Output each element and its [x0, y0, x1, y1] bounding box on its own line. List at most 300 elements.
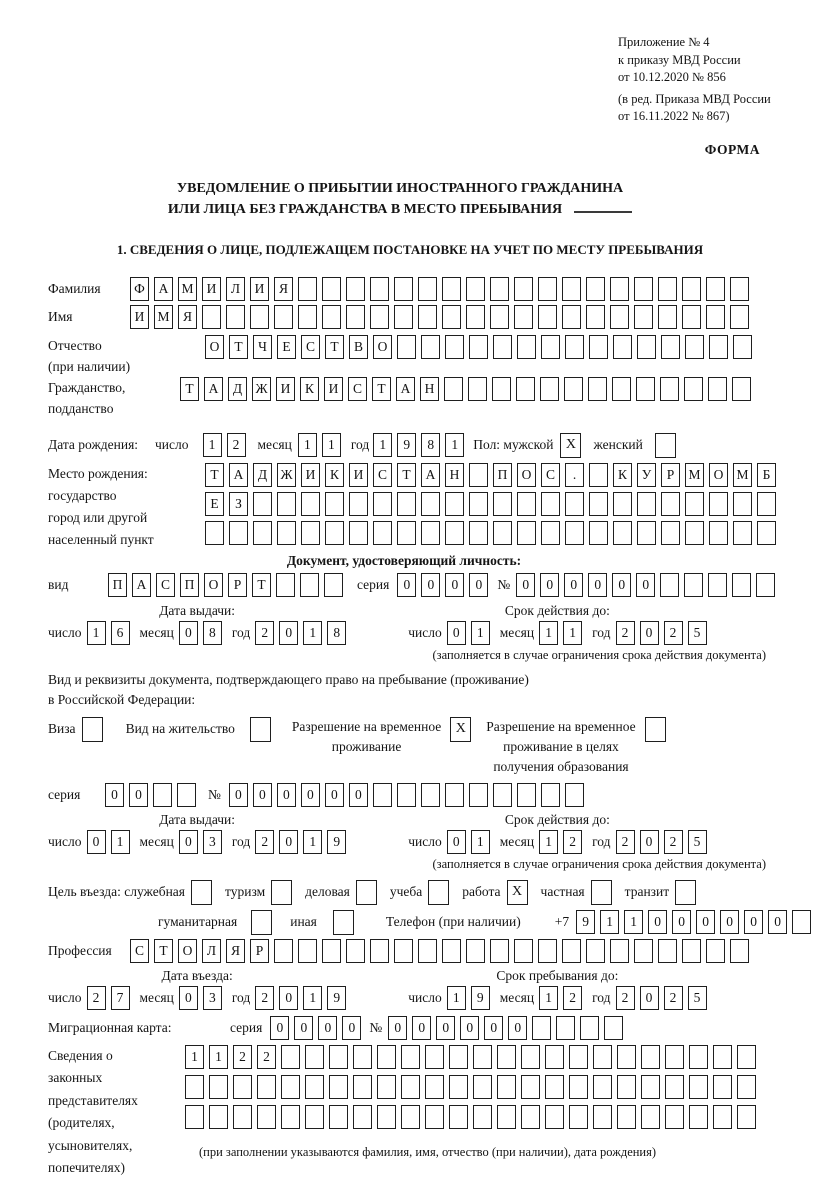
char-cell[interactable]: 0: [270, 1016, 289, 1040]
private-checkbox[interactable]: [591, 880, 612, 905]
char-cell[interactable]: 0: [325, 783, 344, 807]
char-cell[interactable]: 0: [253, 783, 272, 807]
char-cell[interactable]: [589, 335, 608, 359]
char-cell[interactable]: Е: [205, 492, 224, 516]
char-cell[interactable]: [562, 305, 581, 329]
char-cell[interactable]: [349, 492, 368, 516]
char-cell[interactable]: [610, 939, 629, 963]
char-cell[interactable]: О: [709, 463, 728, 487]
char-cell[interactable]: [708, 573, 727, 597]
char-cell[interactable]: Н: [445, 463, 464, 487]
char-cell[interactable]: 0: [447, 830, 466, 854]
char-cell[interactable]: Б: [757, 463, 776, 487]
char-cell[interactable]: [281, 1075, 300, 1099]
char-cell[interactable]: О: [373, 335, 392, 359]
char-cell[interactable]: 0: [696, 910, 715, 934]
char-cell[interactable]: [792, 910, 811, 934]
char-cell[interactable]: А: [396, 377, 415, 401]
char-cell[interactable]: 0: [318, 1016, 337, 1040]
char-cell[interactable]: [401, 1075, 420, 1099]
char-cell[interactable]: 2: [255, 986, 274, 1010]
char-cell[interactable]: 0: [516, 573, 535, 597]
char-cell[interactable]: [300, 573, 319, 597]
char-cell[interactable]: [757, 521, 776, 545]
char-cell[interactable]: [229, 521, 248, 545]
char-cell[interactable]: [658, 305, 677, 329]
char-cell[interactable]: [442, 277, 461, 301]
char-cell[interactable]: [658, 939, 677, 963]
char-cell[interactable]: 1: [471, 621, 490, 645]
char-cell[interactable]: [394, 939, 413, 963]
char-cell[interactable]: 2: [255, 830, 274, 854]
char-cell[interactable]: 2: [255, 621, 274, 645]
char-cell[interactable]: [757, 492, 776, 516]
char-cell[interactable]: [637, 521, 656, 545]
char-cell[interactable]: [521, 1075, 540, 1099]
char-cell[interactable]: [209, 1105, 228, 1129]
char-cell[interactable]: [370, 305, 389, 329]
char-cell[interactable]: [277, 492, 296, 516]
char-cell[interactable]: 2: [563, 986, 582, 1010]
char-cell[interactable]: [589, 463, 608, 487]
char-cell[interactable]: [226, 305, 245, 329]
char-cell[interactable]: А: [132, 573, 151, 597]
residence-permit-checkbox[interactable]: [250, 717, 271, 742]
char-cell[interactable]: [610, 277, 629, 301]
char-cell[interactable]: Т: [229, 335, 248, 359]
other-purpose-checkbox[interactable]: [333, 910, 354, 935]
transit-checkbox[interactable]: [675, 880, 696, 905]
char-cell[interactable]: О: [204, 573, 223, 597]
char-cell[interactable]: [517, 783, 536, 807]
char-cell[interactable]: К: [300, 377, 319, 401]
char-cell[interactable]: [449, 1075, 468, 1099]
char-cell[interactable]: [709, 492, 728, 516]
char-cell[interactable]: [713, 1075, 732, 1099]
char-cell[interactable]: [617, 1105, 636, 1129]
char-cell[interactable]: [733, 521, 752, 545]
char-cell[interactable]: 0: [301, 783, 320, 807]
char-cell[interactable]: [588, 377, 607, 401]
char-cell[interactable]: [394, 305, 413, 329]
char-cell[interactable]: 2: [664, 621, 683, 645]
char-cell[interactable]: Т: [252, 573, 271, 597]
char-cell[interactable]: 1: [539, 986, 558, 1010]
char-cell[interactable]: [490, 305, 509, 329]
char-cell[interactable]: [733, 335, 752, 359]
char-cell[interactable]: [556, 1016, 575, 1040]
char-cell[interactable]: 0: [447, 621, 466, 645]
char-cell[interactable]: Т: [154, 939, 173, 963]
char-cell[interactable]: 0: [179, 830, 198, 854]
char-cell[interactable]: 1: [447, 986, 466, 1010]
char-cell[interactable]: [445, 492, 464, 516]
char-cell[interactable]: [665, 1075, 684, 1099]
char-cell[interactable]: [732, 573, 751, 597]
char-cell[interactable]: 0: [508, 1016, 527, 1040]
char-cell[interactable]: [737, 1075, 756, 1099]
char-cell[interactable]: [469, 335, 488, 359]
char-cell[interactable]: [545, 1045, 564, 1069]
char-cell[interactable]: [425, 1045, 444, 1069]
char-cell[interactable]: 9: [397, 433, 416, 457]
char-cell[interactable]: 9: [327, 986, 346, 1010]
char-cell[interactable]: 0: [279, 621, 298, 645]
char-cell[interactable]: Ч: [253, 335, 272, 359]
char-cell[interactable]: [545, 1105, 564, 1129]
char-cell[interactable]: [370, 939, 389, 963]
char-cell[interactable]: А: [421, 463, 440, 487]
char-cell[interactable]: И: [276, 377, 295, 401]
char-cell[interactable]: Л: [202, 939, 221, 963]
char-cell[interactable]: [250, 305, 269, 329]
char-cell[interactable]: 0: [720, 910, 739, 934]
char-cell[interactable]: [397, 521, 416, 545]
char-cell[interactable]: [425, 1105, 444, 1129]
char-cell[interactable]: [493, 783, 512, 807]
char-cell[interactable]: [274, 305, 293, 329]
char-cell[interactable]: М: [178, 277, 197, 301]
char-cell[interactable]: Т: [372, 377, 391, 401]
char-cell[interactable]: [689, 1105, 708, 1129]
char-cell[interactable]: Д: [253, 463, 272, 487]
char-cell[interactable]: [493, 335, 512, 359]
char-cell[interactable]: Т: [180, 377, 199, 401]
char-cell[interactable]: [329, 1105, 348, 1129]
char-cell[interactable]: 5: [688, 621, 707, 645]
char-cell[interactable]: [516, 377, 535, 401]
char-cell[interactable]: Л: [226, 277, 245, 301]
char-cell[interactable]: 0: [179, 621, 198, 645]
char-cell[interactable]: И: [130, 305, 149, 329]
char-cell[interactable]: [257, 1075, 276, 1099]
char-cell[interactable]: [209, 1075, 228, 1099]
char-cell[interactable]: О: [205, 335, 224, 359]
business-checkbox[interactable]: [356, 880, 377, 905]
char-cell[interactable]: 9: [576, 910, 595, 934]
char-cell[interactable]: [397, 783, 416, 807]
char-cell[interactable]: У: [637, 463, 656, 487]
char-cell[interactable]: А: [229, 463, 248, 487]
char-cell[interactable]: О: [517, 463, 536, 487]
char-cell[interactable]: [593, 1105, 612, 1129]
char-cell[interactable]: Ф: [130, 277, 149, 301]
char-cell[interactable]: Р: [228, 573, 247, 597]
char-cell[interactable]: [468, 377, 487, 401]
char-cell[interactable]: И: [202, 277, 221, 301]
char-cell[interactable]: Р: [661, 463, 680, 487]
char-cell[interactable]: С: [348, 377, 367, 401]
char-cell[interactable]: 0: [421, 573, 440, 597]
char-cell[interactable]: [682, 277, 701, 301]
char-cell[interactable]: [442, 305, 461, 329]
char-cell[interactable]: [301, 492, 320, 516]
char-cell[interactable]: [418, 305, 437, 329]
char-cell[interactable]: [586, 305, 605, 329]
char-cell[interactable]: 0: [612, 573, 631, 597]
char-cell[interactable]: [685, 492, 704, 516]
char-cell[interactable]: [305, 1045, 324, 1069]
char-cell[interactable]: 2: [257, 1045, 276, 1069]
char-cell[interactable]: [202, 305, 221, 329]
char-cell[interactable]: 2: [664, 986, 683, 1010]
char-cell[interactable]: [298, 277, 317, 301]
char-cell[interactable]: 0: [640, 621, 659, 645]
char-cell[interactable]: 2: [616, 986, 635, 1010]
char-cell[interactable]: 0: [636, 573, 655, 597]
char-cell[interactable]: [305, 1075, 324, 1099]
char-cell[interactable]: [565, 335, 584, 359]
char-cell[interactable]: [421, 335, 440, 359]
char-cell[interactable]: [637, 492, 656, 516]
char-cell[interactable]: [497, 1075, 516, 1099]
char-cell[interactable]: [706, 277, 725, 301]
char-cell[interactable]: [325, 492, 344, 516]
char-cell[interactable]: И: [250, 277, 269, 301]
char-cell[interactable]: [349, 521, 368, 545]
char-cell[interactable]: [593, 1075, 612, 1099]
char-cell[interactable]: 0: [445, 573, 464, 597]
humanitarian-checkbox[interactable]: [251, 910, 272, 935]
char-cell[interactable]: [253, 492, 272, 516]
char-cell[interactable]: [684, 377, 703, 401]
char-cell[interactable]: [517, 335, 536, 359]
char-cell[interactable]: [634, 305, 653, 329]
char-cell[interactable]: 0: [412, 1016, 431, 1040]
char-cell[interactable]: 0: [540, 573, 559, 597]
char-cell[interactable]: И: [301, 463, 320, 487]
char-cell[interactable]: С: [541, 463, 560, 487]
char-cell[interactable]: [541, 492, 560, 516]
char-cell[interactable]: [325, 521, 344, 545]
char-cell[interactable]: [469, 521, 488, 545]
char-cell[interactable]: 0: [564, 573, 583, 597]
char-cell[interactable]: [532, 1016, 551, 1040]
char-cell[interactable]: [730, 305, 749, 329]
char-cell[interactable]: [634, 939, 653, 963]
char-cell[interactable]: С: [301, 335, 320, 359]
char-cell[interactable]: [564, 377, 583, 401]
char-cell[interactable]: [305, 1105, 324, 1129]
char-cell[interactable]: [538, 305, 557, 329]
char-cell[interactable]: 2: [227, 433, 246, 457]
char-cell[interactable]: 0: [105, 783, 124, 807]
char-cell[interactable]: 2: [87, 986, 106, 1010]
char-cell[interactable]: 0: [229, 783, 248, 807]
char-cell[interactable]: [732, 377, 751, 401]
char-cell[interactable]: [401, 1105, 420, 1129]
char-cell[interactable]: 0: [436, 1016, 455, 1040]
char-cell[interactable]: Я: [274, 277, 293, 301]
char-cell[interactable]: [665, 1105, 684, 1129]
char-cell[interactable]: [397, 335, 416, 359]
char-cell[interactable]: [449, 1105, 468, 1129]
char-cell[interactable]: 1: [203, 433, 222, 457]
char-cell[interactable]: [538, 277, 557, 301]
char-cell[interactable]: [541, 521, 560, 545]
char-cell[interactable]: П: [180, 573, 199, 597]
char-cell[interactable]: [661, 335, 680, 359]
char-cell[interactable]: [565, 492, 584, 516]
char-cell[interactable]: [233, 1105, 252, 1129]
char-cell[interactable]: [730, 939, 749, 963]
char-cell[interactable]: [444, 377, 463, 401]
char-cell[interactable]: [353, 1045, 372, 1069]
char-cell[interactable]: [394, 277, 413, 301]
char-cell[interactable]: [298, 305, 317, 329]
char-cell[interactable]: [233, 1075, 252, 1099]
char-cell[interactable]: 1: [322, 433, 341, 457]
char-cell[interactable]: [517, 521, 536, 545]
char-cell[interactable]: [353, 1075, 372, 1099]
char-cell[interactable]: [562, 277, 581, 301]
char-cell[interactable]: [274, 939, 293, 963]
char-cell[interactable]: 8: [421, 433, 440, 457]
char-cell[interactable]: Е: [277, 335, 296, 359]
char-cell[interactable]: О: [178, 939, 197, 963]
char-cell[interactable]: [634, 277, 653, 301]
char-cell[interactable]: [445, 335, 464, 359]
char-cell[interactable]: [466, 939, 485, 963]
char-cell[interactable]: [682, 305, 701, 329]
char-cell[interactable]: В: [349, 335, 368, 359]
char-cell[interactable]: [604, 1016, 623, 1040]
char-cell[interactable]: [445, 783, 464, 807]
char-cell[interactable]: [353, 1105, 372, 1129]
char-cell[interactable]: [418, 939, 437, 963]
char-cell[interactable]: [469, 492, 488, 516]
char-cell[interactable]: [421, 783, 440, 807]
char-cell[interactable]: [322, 305, 341, 329]
char-cell[interactable]: [685, 335, 704, 359]
char-cell[interactable]: [377, 1105, 396, 1129]
char-cell[interactable]: 5: [688, 830, 707, 854]
char-cell[interactable]: [324, 573, 343, 597]
char-cell[interactable]: [298, 939, 317, 963]
char-cell[interactable]: 0: [648, 910, 667, 934]
char-cell[interactable]: Ж: [277, 463, 296, 487]
char-cell[interactable]: [709, 521, 728, 545]
char-cell[interactable]: М: [685, 463, 704, 487]
female-checkbox[interactable]: [655, 433, 676, 458]
char-cell[interactable]: [660, 573, 679, 597]
char-cell[interactable]: 7: [111, 986, 130, 1010]
char-cell[interactable]: [257, 1105, 276, 1129]
char-cell[interactable]: 0: [640, 986, 659, 1010]
char-cell[interactable]: [492, 377, 511, 401]
char-cell[interactable]: П: [108, 573, 127, 597]
char-cell[interactable]: [329, 1075, 348, 1099]
char-cell[interactable]: Д: [228, 377, 247, 401]
char-cell[interactable]: А: [204, 377, 223, 401]
char-cell[interactable]: [684, 573, 703, 597]
char-cell[interactable]: З: [229, 492, 248, 516]
char-cell[interactable]: [589, 521, 608, 545]
char-cell[interactable]: 0: [179, 986, 198, 1010]
char-cell[interactable]: [613, 335, 632, 359]
char-cell[interactable]: [637, 335, 656, 359]
char-cell[interactable]: [425, 1075, 444, 1099]
char-cell[interactable]: [685, 521, 704, 545]
char-cell[interactable]: [185, 1075, 204, 1099]
char-cell[interactable]: Я: [178, 305, 197, 329]
char-cell[interactable]: И: [349, 463, 368, 487]
char-cell[interactable]: [517, 492, 536, 516]
char-cell[interactable]: [445, 521, 464, 545]
char-cell[interactable]: [469, 783, 488, 807]
char-cell[interactable]: [373, 521, 392, 545]
char-cell[interactable]: [322, 277, 341, 301]
char-cell[interactable]: [301, 521, 320, 545]
char-cell[interactable]: 2: [233, 1045, 252, 1069]
char-cell[interactable]: [730, 277, 749, 301]
char-cell[interactable]: Р: [250, 939, 269, 963]
char-cell[interactable]: 0: [768, 910, 787, 934]
char-cell[interactable]: 0: [388, 1016, 407, 1040]
char-cell[interactable]: П: [493, 463, 512, 487]
char-cell[interactable]: К: [613, 463, 632, 487]
char-cell[interactable]: [473, 1075, 492, 1099]
char-cell[interactable]: [737, 1105, 756, 1129]
char-cell[interactable]: [661, 492, 680, 516]
char-cell[interactable]: [689, 1045, 708, 1069]
char-cell[interactable]: [276, 573, 295, 597]
char-cell[interactable]: [756, 573, 775, 597]
char-cell[interactable]: 3: [203, 830, 222, 854]
char-cell[interactable]: 0: [484, 1016, 503, 1040]
char-cell[interactable]: 1: [209, 1045, 228, 1069]
char-cell[interactable]: [658, 277, 677, 301]
char-cell[interactable]: [346, 939, 365, 963]
char-cell[interactable]: 0: [672, 910, 691, 934]
char-cell[interactable]: [569, 1045, 588, 1069]
char-cell[interactable]: [586, 277, 605, 301]
char-cell[interactable]: 1: [111, 830, 130, 854]
char-cell[interactable]: [733, 492, 752, 516]
char-cell[interactable]: 0: [342, 1016, 361, 1040]
char-cell[interactable]: [586, 939, 605, 963]
char-cell[interactable]: А: [154, 277, 173, 301]
char-cell[interactable]: [565, 783, 584, 807]
char-cell[interactable]: [401, 1045, 420, 1069]
char-cell[interactable]: [497, 1105, 516, 1129]
char-cell[interactable]: [418, 277, 437, 301]
char-cell[interactable]: [613, 492, 632, 516]
char-cell[interactable]: [617, 1045, 636, 1069]
char-cell[interactable]: [541, 783, 560, 807]
char-cell[interactable]: 9: [471, 986, 490, 1010]
work-checkbox[interactable]: X: [507, 880, 528, 905]
char-cell[interactable]: [612, 377, 631, 401]
char-cell[interactable]: И: [324, 377, 343, 401]
char-cell[interactable]: [737, 1045, 756, 1069]
char-cell[interactable]: [665, 1045, 684, 1069]
visa-checkbox[interactable]: [82, 717, 103, 742]
char-cell[interactable]: [329, 1045, 348, 1069]
char-cell[interactable]: 2: [616, 830, 635, 854]
char-cell[interactable]: [466, 277, 485, 301]
char-cell[interactable]: [706, 305, 725, 329]
char-cell[interactable]: 5: [688, 986, 707, 1010]
char-cell[interactable]: 0: [277, 783, 296, 807]
char-cell[interactable]: [521, 1105, 540, 1129]
char-cell[interactable]: 2: [563, 830, 582, 854]
char-cell[interactable]: [277, 521, 296, 545]
char-cell[interactable]: Т: [325, 335, 344, 359]
char-cell[interactable]: [708, 377, 727, 401]
char-cell[interactable]: [565, 521, 584, 545]
char-cell[interactable]: [689, 1075, 708, 1099]
